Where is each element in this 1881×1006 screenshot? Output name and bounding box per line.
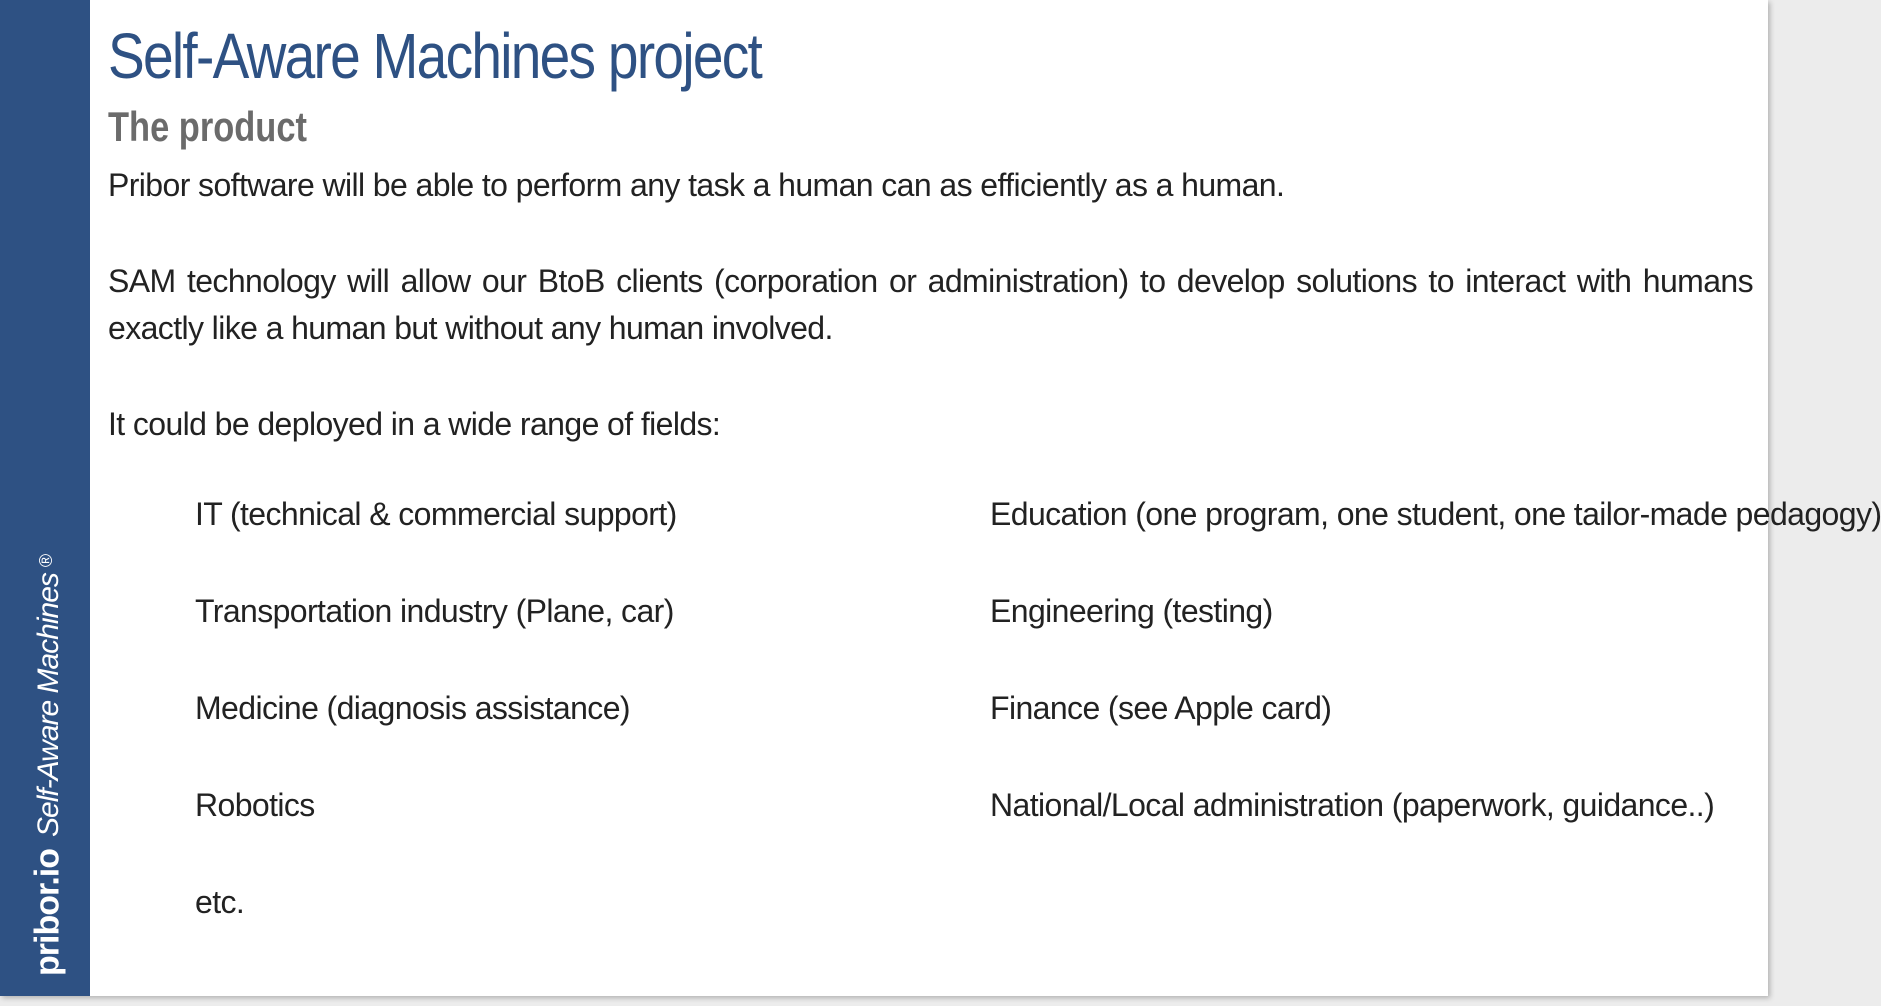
fields-list xyxy=(108,491,1881,976)
field-item: IT (technical & commercial support) xyxy=(195,496,677,532)
field-item: Transportation industry (Plane, car) xyxy=(195,593,674,629)
section-subtitle: The product xyxy=(108,103,307,150)
field-item: Medicine (diagnosis assistance) xyxy=(195,690,630,726)
field-item: Education (one program, one student, one tailor-made pedagogy) xyxy=(990,496,1881,532)
sidebar-brand xyxy=(24,554,68,976)
registered-mark: ® xyxy=(36,553,56,568)
field-item: etc. xyxy=(195,884,245,920)
brand-name: Self-Aware Machines xyxy=(32,573,66,837)
paragraph-intro: Pribor software will be able to perform any task a human can as efficiently as a human. xyxy=(108,167,1285,203)
page-title: Self-Aware Machines project xyxy=(108,20,762,92)
field-item-empty xyxy=(990,879,1750,976)
paragraph-technology: SAM technology will allow our BtoB clients (corporation or administration) to develop solutions to interact with humans exactly like a human but without any human involved. xyxy=(108,263,1753,346)
field-item: Finance (see Apple card) xyxy=(990,690,1332,726)
field-item: Engineering (testing) xyxy=(990,593,1273,629)
brand-site: pribor.io xyxy=(28,849,67,976)
field-item: Robotics xyxy=(195,787,315,823)
field-item: National/Local administration (paperwork, guidance..) xyxy=(990,787,1715,823)
slide-content xyxy=(108,0,1881,976)
paragraph-fields-lead: It could be deployed in a wide range of fields: xyxy=(108,406,721,442)
sidebar-band xyxy=(0,0,90,996)
